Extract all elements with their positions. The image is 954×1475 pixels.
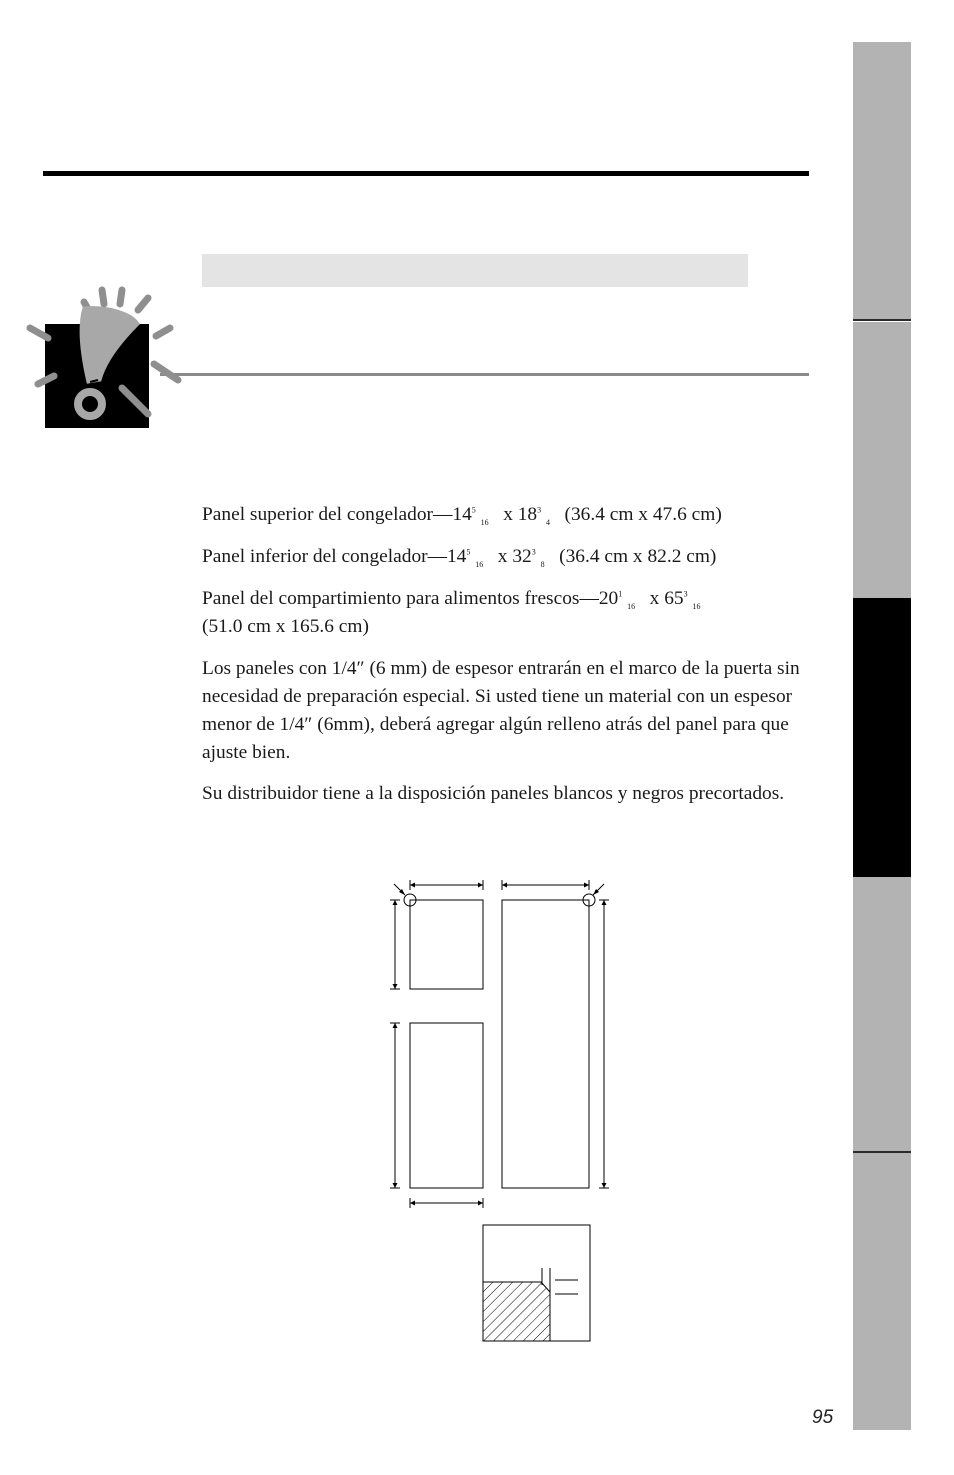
tab-section-5[interactable]: [853, 1153, 911, 1430]
freezer-bottom-panel-outline: [410, 1023, 483, 1188]
tab-section-3-active[interactable]: [853, 598, 911, 877]
panel-dimensions-diagram: [380, 870, 620, 1350]
tab-section-2[interactable]: [853, 322, 911, 598]
freezer-bottom-panel-size: Panel inferior del $congelador—14^5$ $_{16}$ x $32^3$ $_8$ (36.4 cm x 82.2 cm): [202, 546, 717, 569]
section-tabs: [853, 42, 911, 1430]
section-divider: [160, 373, 809, 376]
fresh-food-panel-outline: [502, 900, 589, 1188]
freezer-top-panel-outline: [410, 900, 483, 989]
panel-thickness-note: Los paneles con 1/4″ (6 mm) de espesor entrarán en el marco de la puerta sin necesidad de preparación especial. Si usted tiene un material con un espesor menor de 1/4″ (6mm), deberá agregar algún relleno atrás del panel para que ajuste bien.: [202, 658, 800, 763]
panel-corner-detail: [483, 1282, 550, 1341]
section-header-bar: [202, 254, 748, 287]
tab-separator: [853, 319, 911, 321]
dealer-panels-note: Su distribuidor tiene a la disposición paneles blancos y negros precortados.: [202, 783, 785, 804]
tab-section-1[interactable]: [853, 42, 911, 320]
fresh-food-panel-size: Panel del compartimiento para alimentos $frescos—20^1$ $_{16}$ x $65^3$ $_{16}$ (51.0 cm x 165.6 cm): [202, 588, 701, 637]
top-rule: [43, 171, 809, 176]
freezer-top-panel-size: Panel superior del $congelador—14^5$ $_{16}$ x $18^3$ $_4$ (36.4 cm x 47.6 cm): [202, 504, 722, 527]
page-number: 95: [812, 1407, 834, 1428]
exclamation-warning-icon: [22, 284, 182, 434]
tab-section-4[interactable]: [853, 877, 911, 1153]
